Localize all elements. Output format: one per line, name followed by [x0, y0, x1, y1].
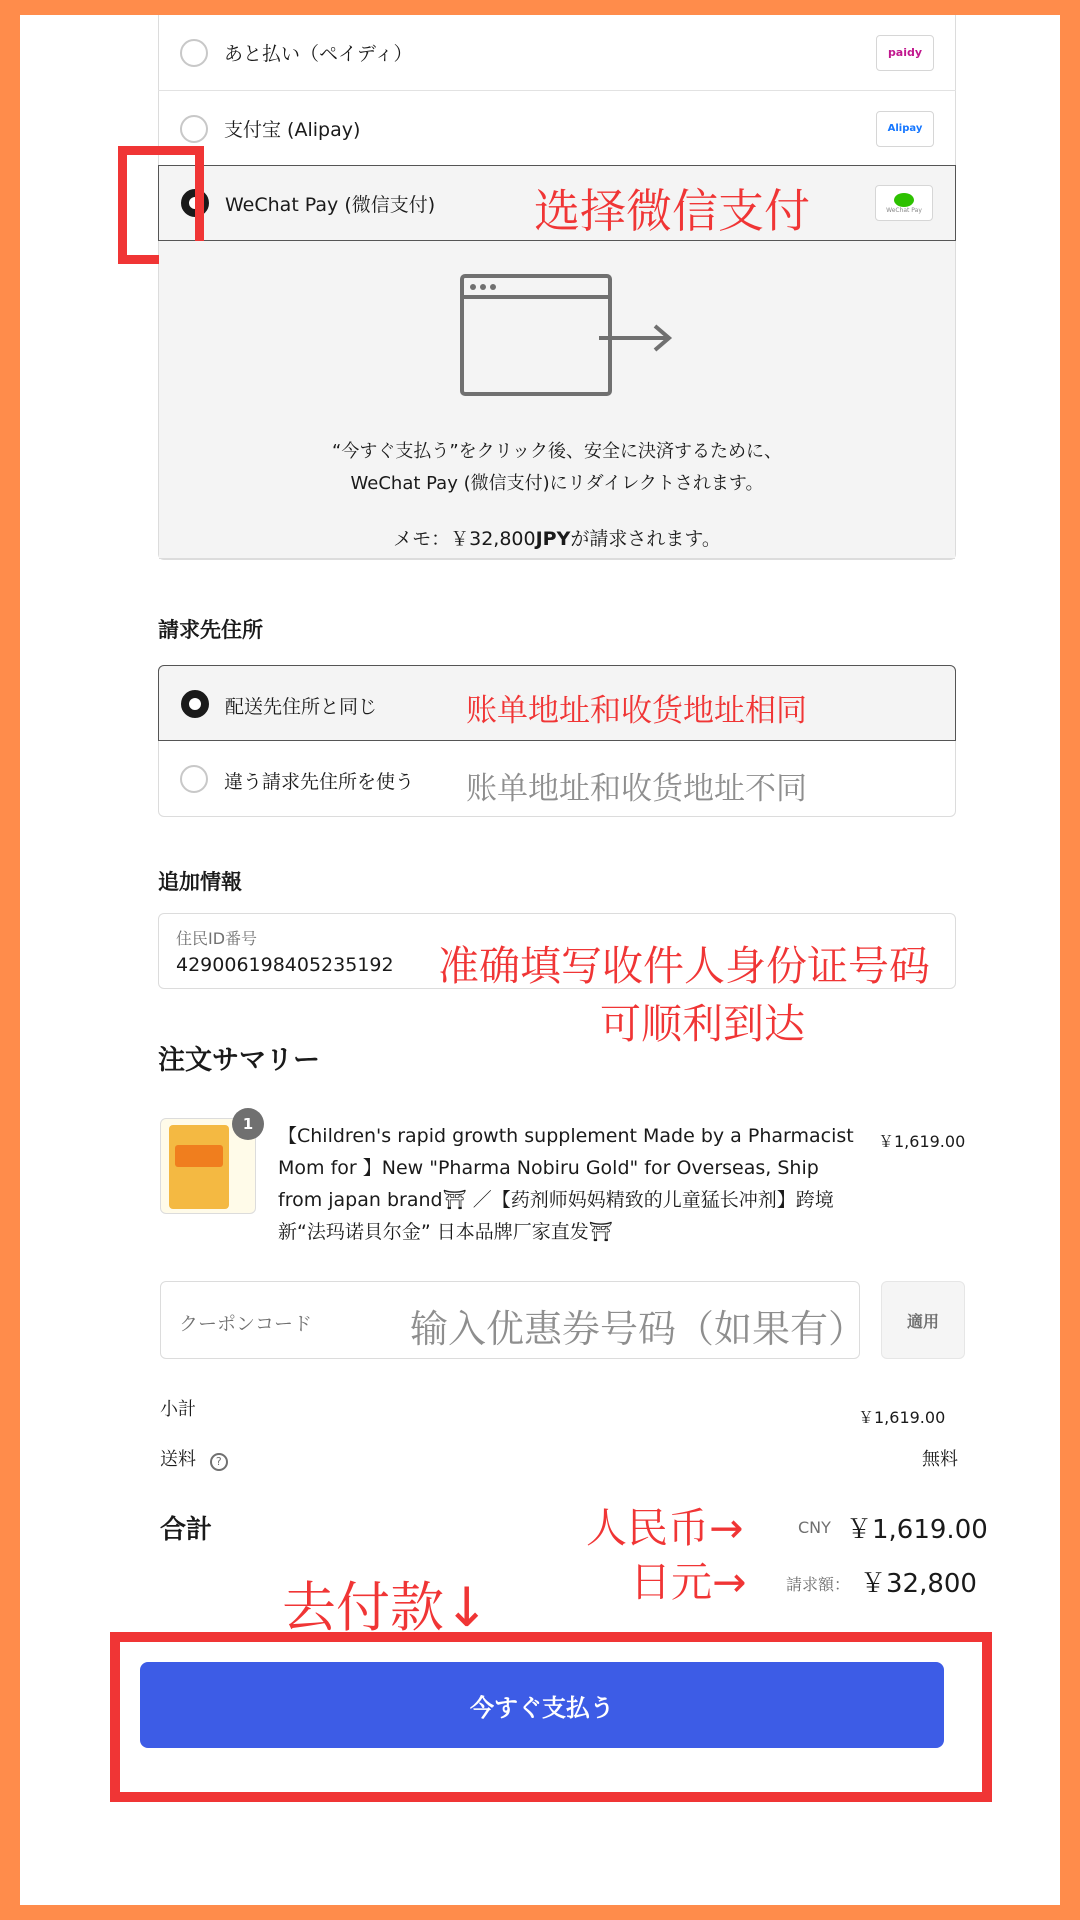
radio-billing-same[interactable]: [181, 690, 209, 718]
product-label: [175, 1145, 223, 1167]
annotation-coupon: 输入优惠券号码（如果有）: [410, 1307, 867, 1351]
subtotal-value: ￥1,619.00: [858, 1408, 946, 1427]
resident-id-label: 住民ID番号: [176, 929, 258, 948]
annotation-select-wechat: 选择微信支付: [534, 184, 810, 238]
annotation-id-line2: 可顺利到达: [600, 1000, 805, 1048]
annotation-same-address: 账单地址和收货地址相同: [466, 693, 807, 729]
wechat-icon: [894, 193, 914, 207]
annotation-diff-address: 账单地址和收货地址不同: [466, 771, 807, 807]
order-summary-title: 注文サマリー: [158, 1045, 320, 1076]
redirect-message: “今すぐ支払う”をクリック後、安全に決済するために、 WeChat Pay (微信支付)にリダイレクトされます。: [332, 441, 782, 494]
total-cny-value: ￥1,619.00: [846, 1515, 988, 1545]
product-price: ￥1,619.00: [878, 1132, 966, 1151]
payment-option-label: WeChat Pay (微信支付): [225, 193, 436, 216]
charge-label: 請求額：: [786, 1575, 851, 1594]
annotation-jpy: 日元→: [630, 1558, 747, 1606]
checkout-page: [20, 15, 1060, 1905]
subtotal-label: 小計: [160, 1399, 196, 1420]
radio-paidy[interactable]: [180, 39, 208, 67]
payment-option-alipay[interactable]: [158, 91, 956, 167]
annotation-id-line1: 准确填写收件人身份证号码: [438, 942, 930, 990]
payment-option-paidy[interactable]: [158, 15, 956, 91]
billing-same-label: 配送先住所と同じ: [225, 696, 378, 718]
annotation-rmb: 人民币→: [586, 1504, 744, 1552]
alipay-logo: Alipay: [876, 111, 934, 147]
paidy-logo: paidy: [876, 35, 934, 71]
payment-option-label: 支付宝 (Alipay): [224, 119, 361, 141]
payment-option-label: あと払い（ペイディ）: [224, 43, 413, 65]
wechat-pay-logo: WeChat Pay: [875, 185, 933, 221]
coupon-placeholder: クーポンコード: [179, 1313, 313, 1335]
help-icon[interactable]: ?: [210, 1453, 228, 1471]
radio-billing-different[interactable]: [180, 765, 208, 793]
browser-redirect-icon: [459, 273, 679, 399]
billing-title: 請求先住所: [158, 618, 263, 642]
shipping-value: 無料: [922, 1449, 958, 1470]
billing-different-label: 違う請求先住所を使う: [224, 771, 415, 793]
total-label: 合計: [160, 1515, 213, 1545]
shipping-label: 送料 ?: [160, 1445, 228, 1471]
currency-cny-label: CNY: [798, 1518, 831, 1537]
product-package: [169, 1125, 229, 1209]
resident-id-value: 429006198405235192: [176, 954, 394, 976]
quantity-badge: 1: [232, 1108, 264, 1140]
memo-text: メモ：￥32,800JPYが請求されます。: [393, 528, 721, 550]
charge-jpy-value: ￥32,800: [860, 1569, 977, 1599]
additional-info-title: 追加情報: [158, 870, 242, 894]
radio-alipay[interactable]: [180, 115, 208, 143]
annotation-go-pay: 去付款↓: [282, 1576, 490, 1639]
apply-coupon-button[interactable]: 適用: [881, 1281, 965, 1359]
pay-now-button[interactable]: 今すぐ支払う: [140, 1662, 944, 1748]
redirect-panel: [159, 241, 955, 559]
product-title: 【Children's rapid growth supplement Made by a Pharmacist Mom for 】New "Pharma Nobiru Gold" for Overseas, Ship from japan brand⛩ ／【药剂师妈妈精致的儿童猛长冲剂】跨境 新“法玛诺貝尔金” 日本品牌厂家直发⛩: [278, 1125, 854, 1243]
